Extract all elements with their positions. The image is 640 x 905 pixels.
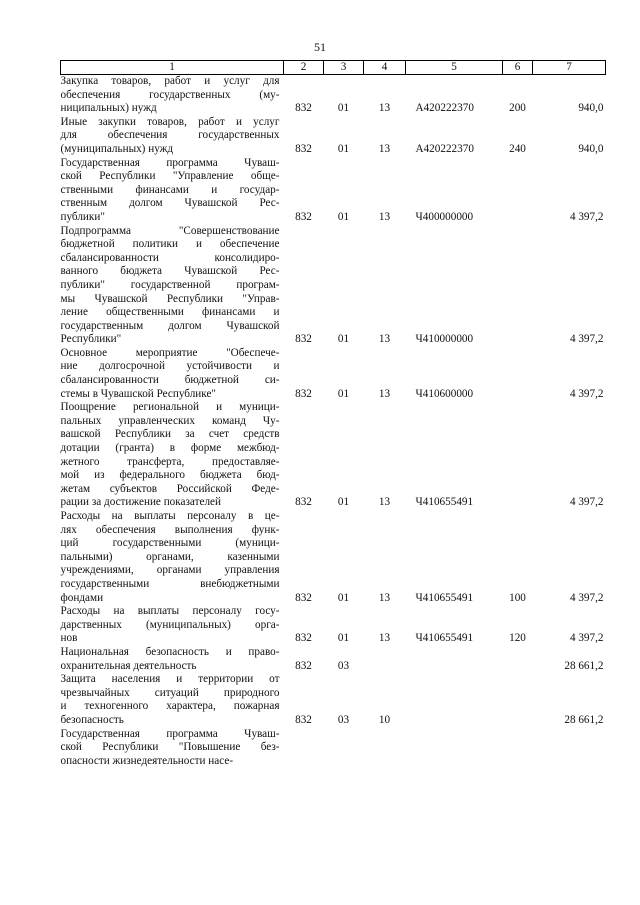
description-line: обеспечения государственных (му-: [60, 88, 280, 101]
amount-cell: 4 397,2: [569, 387, 604, 400]
code-cell: 832: [295, 591, 312, 604]
subsection-cell: [364, 646, 406, 673]
description-line: государственным долгом Чувашской: [60, 319, 280, 332]
column-header-7: 7: [533, 61, 606, 75]
description-line: жетного трансферта, предоставляе-: [60, 455, 280, 468]
expense-type-cell: 240: [509, 142, 526, 155]
description-line: ние долгосрочной устойчивости и: [60, 360, 280, 373]
amount-cell: 940,0: [578, 102, 604, 115]
expense-type-cell: 120: [509, 632, 526, 645]
description-line: Государственная программа Чуваш-: [60, 727, 280, 740]
table-row: [61, 510, 606, 605]
description-line: безопасность: [60, 713, 124, 726]
expense-type-cell: [503, 225, 533, 347]
subsection-cell: [364, 728, 406, 769]
table-row: [61, 646, 606, 673]
description-line: пальных управленческих команд Чу-: [60, 414, 280, 427]
section-cell: 01: [337, 387, 350, 400]
description-cell: [61, 728, 284, 769]
target-article-cell: Ч410600000: [415, 387, 474, 400]
description-line: Расходы на выплаты персоналу госу-: [60, 605, 280, 618]
description-line: ской Республики "Повышение без-: [60, 741, 280, 754]
table-row: [61, 728, 606, 769]
subsection-cell: 13: [378, 142, 391, 155]
section-cell: 01: [337, 496, 350, 509]
code-cell: 832: [295, 387, 312, 400]
description-line: для обеспечения государственных: [60, 129, 280, 142]
column-header-6: 6: [503, 61, 533, 75]
table-row: [61, 225, 606, 347]
description-line: ванного бюджета Чувашской Рес-: [60, 265, 280, 278]
code-cell: 832: [295, 333, 312, 346]
amount-cell: 4 397,2: [569, 496, 604, 509]
table-row: [61, 347, 606, 401]
expense-type-cell: [503, 347, 533, 401]
section-cell: 01: [337, 210, 350, 223]
target-article-cell: Ч410655491: [415, 632, 474, 645]
description-line: охранительная деятельность: [60, 659, 197, 672]
expense-type-cell: [503, 646, 533, 673]
subsection-cell: 13: [378, 387, 391, 400]
description-cell: [61, 646, 284, 673]
description-line: ской Республики "Управление обще-: [60, 170, 280, 183]
description-line: мы Чувашской Республики "Управ-: [60, 292, 280, 305]
description-cell: [61, 401, 284, 510]
amount-cell: 4 397,2: [569, 632, 604, 645]
description-cell: [61, 157, 284, 225]
target-article-cell: Ч410000000: [415, 333, 474, 346]
target-article-cell: [406, 728, 503, 769]
subsection-cell: 10: [378, 713, 391, 726]
table-row: [61, 75, 606, 116]
expense-type-cell: 100: [509, 591, 526, 604]
description-cell: [61, 225, 284, 347]
description-line: сбалансированности консолидиро-: [60, 251, 280, 264]
code-cell: 832: [295, 210, 312, 223]
table-header-row: [61, 61, 606, 75]
page-number: 51: [314, 40, 326, 54]
description-line: вашской Республики за счет средств: [60, 428, 280, 441]
expense-type-cell: 200: [509, 102, 526, 115]
code-cell: 832: [295, 659, 312, 672]
code-cell: 832: [295, 496, 312, 509]
description-line: публики" государственной програм-: [60, 278, 280, 291]
description-line: чрезвычайных ситуаций природного: [60, 686, 280, 699]
description-line: публики": [60, 210, 105, 223]
table-row: [61, 116, 606, 157]
description-line: учреждениями, органами управления: [60, 564, 280, 577]
column-header-3: 3: [324, 61, 364, 75]
column-header-4: 4: [364, 61, 406, 75]
description-line: ниципальных) нужд: [60, 102, 157, 115]
code-cell: 832: [295, 713, 312, 726]
description-line: ций государственными (муници-: [60, 537, 280, 550]
target-article-cell: А420222370: [415, 142, 474, 155]
code-cell: 832: [295, 102, 312, 115]
description-line: нов: [60, 632, 78, 645]
section-cell: [324, 728, 364, 769]
description-line: Национальная безопасность и право-: [60, 645, 280, 658]
description-line: государственными внебюджетными: [60, 577, 280, 590]
description-line: бюджетной политики и обеспечение: [60, 238, 280, 251]
amount-cell: 28 661,2: [564, 713, 604, 726]
expense-type-cell: [503, 673, 533, 727]
section-cell: 03: [337, 659, 350, 672]
code-cell: [284, 728, 324, 769]
target-article-cell: [406, 646, 503, 673]
amount-cell: [533, 728, 606, 769]
target-article-cell: А420222370: [415, 102, 474, 115]
code-cell: 832: [295, 632, 312, 645]
description-line: жетам субъектов Российской Феде-: [60, 482, 280, 495]
table-row: [61, 605, 606, 646]
description-line: мой из федерального бюджета бюд-: [60, 469, 280, 482]
subsection-cell: 13: [378, 102, 391, 115]
budget-table: [60, 60, 606, 768]
description-line: (муниципальных) нужд: [60, 142, 174, 155]
column-header-5: 5: [406, 61, 503, 75]
amount-cell: 4 397,2: [569, 333, 604, 346]
description-line: Расходы на выплаты персоналу в це-: [60, 510, 280, 522]
description-line: ственным долгом Чувашской Рес-: [60, 197, 280, 210]
expense-type-cell: [503, 157, 533, 225]
column-header-1: 1: [61, 61, 284, 75]
description-cell: [61, 605, 284, 646]
expense-type-cell: [503, 401, 533, 510]
description-line: и техногенного характера, пожарная: [60, 700, 280, 713]
amount-cell: 4 397,2: [569, 591, 604, 604]
description-line: опасности жизнедеятельности насе-: [60, 754, 234, 767]
description-cell: [61, 116, 284, 157]
subsection-cell: 13: [378, 496, 391, 509]
target-article-cell: Ч400000000: [415, 210, 474, 223]
description-line: дарственных (муниципальных) орга-: [60, 618, 280, 631]
section-cell: 01: [337, 333, 350, 346]
table-row: [61, 157, 606, 225]
subsection-cell: 13: [378, 591, 391, 604]
section-cell: 03: [337, 713, 350, 726]
section-cell: 01: [337, 142, 350, 155]
description-line: Защита населения и территории от: [60, 673, 280, 686]
description-line: лях обеспечения выполнения функ-: [60, 523, 280, 536]
description-line: сбалансированности бюджетной си-: [60, 374, 280, 387]
description-line: Поощрение региональной и муници-: [60, 401, 280, 414]
table-body: [61, 75, 606, 769]
amount-cell: 4 397,2: [569, 210, 604, 223]
section-cell: 01: [337, 632, 350, 645]
description-line: Закупка товаров, работ и услуг для: [60, 75, 280, 87]
description-line: Республики": [60, 333, 122, 346]
description-line: пальными) органами, казенными: [60, 550, 280, 563]
description-line: рации за достижение показателей: [60, 496, 221, 509]
description-line: ление общественными финансами и: [60, 306, 280, 319]
description-cell: [61, 510, 284, 605]
amount-cell: 940,0: [578, 142, 604, 155]
expense-type-cell: [503, 728, 533, 769]
description-line: фондами: [60, 591, 104, 604]
description-cell: [61, 75, 284, 116]
description-cell: [61, 673, 284, 727]
column-header-2: 2: [284, 61, 324, 75]
description-line: Иные закупки товаров, работ и услуг: [60, 115, 280, 128]
description-cell: [61, 347, 284, 401]
amount-cell: 28 661,2: [564, 659, 604, 672]
table-row: [61, 673, 606, 727]
target-article-cell: [406, 673, 503, 727]
description-line: Государственная программа Чуваш-: [60, 156, 280, 169]
description-line: ственными финансами и государ-: [60, 183, 280, 196]
description-line: дотации (гранта) в форме межбюд-: [60, 442, 280, 455]
section-cell: 01: [337, 102, 350, 115]
table-row: [61, 401, 606, 510]
subsection-cell: 13: [378, 210, 391, 223]
subsection-cell: 13: [378, 333, 391, 346]
target-article-cell: Ч410655491: [415, 591, 474, 604]
description-line: Подпрограмма "Совершенствование: [60, 224, 280, 237]
code-cell: 832: [295, 142, 312, 155]
section-cell: 01: [337, 591, 350, 604]
subsection-cell: 13: [378, 632, 391, 645]
target-article-cell: Ч410655491: [415, 496, 474, 509]
description-line: стемы в Чувашской Республике": [60, 387, 216, 400]
description-line: Основное мероприятие "Обеспече-: [60, 346, 280, 359]
